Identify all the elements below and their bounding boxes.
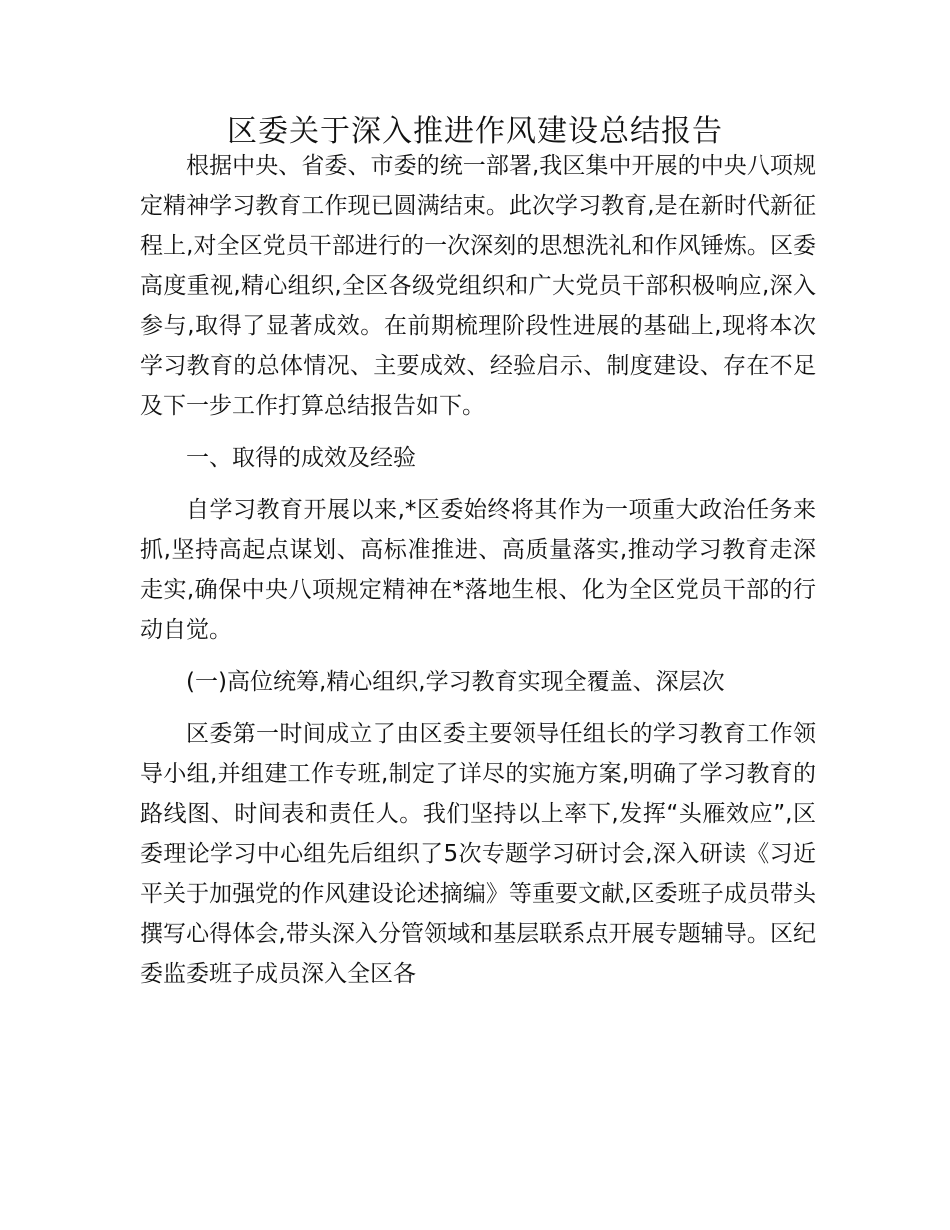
subsection-heading: (一)高位统筹,精心组织,学习教育实现全覆盖、深层次	[186, 669, 725, 695]
document-title: 区委关于深入推进作风建设总结报告	[227, 114, 723, 149]
intro-paragraph: 根据中央、省委、市委的统一部署,我区集中开展的中央八项规定精神学习教育工作现已圆满结束。此次学习教育,是在新时代新征程上,对全区党员干部进行的一次深刻的思想洗礼和作风锤炼。区委高度重视,精心组织,全区各级党组织和广大党员干部积极响应,深入参与,取得了显著成效。在前期梳理阶段性进展的基础上,现将本次学习教育的总体情况、主要成效、经验启示、制度建设、存在不足及下一步工作打算总结报告如下。	[140, 153, 816, 419]
document-body	[140, 146, 816, 994]
subsection-paragraph: 区委第一时间成立了由区委主要领导任组长的学习教育工作领导小组,并组建工作专班,制定了详尽的实施方案,明确了学习教育的路线图、时间表和责任人。我们坚持以上率下,发挥“头雁效应”,区委理论学习中心组先后组织了5次专题学习研讨会,深入研读《习近平关于加强党的作风建设论述摘编》等重要文献,区委班子成员带头撰写心得体会,带头深入分管领域和基层联系点开展专题辅导。区纪委监委班子成员深入全区各	[140, 721, 816, 987]
section-intro-paragraph: 自学习教育开展以来,*区委始终将其作为一项重大政治任务来抓,坚持高起点谋划、高标准推进、高质量落实,推动学习教育走深走实,确保中央八项规定精神在*落地生根、化为全区党员干部的行动自觉。	[140, 497, 816, 643]
section-heading: 一、取得的成效及经验	[186, 445, 416, 471]
